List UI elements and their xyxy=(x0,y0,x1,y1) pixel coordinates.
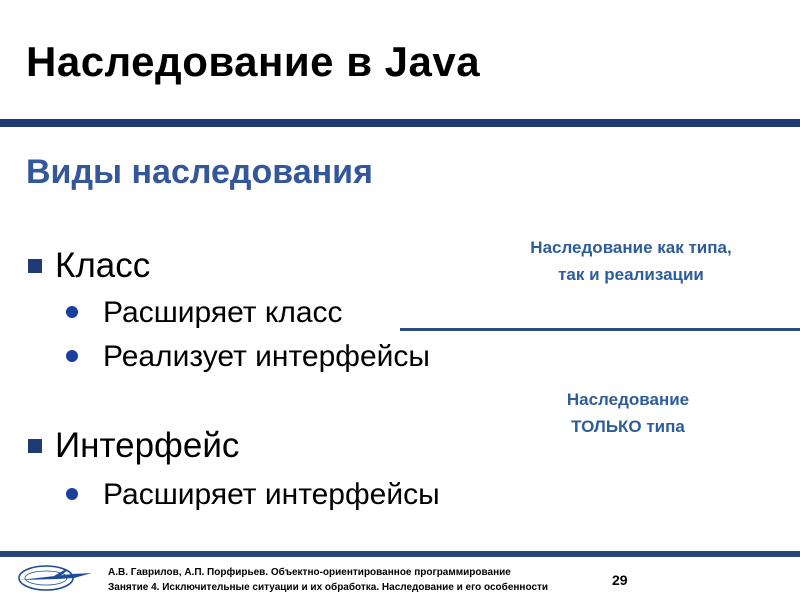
bullet-label: Класс xyxy=(55,246,151,285)
footer-lesson: Занятие 4. Исключительные ситуации и их обработка. Наследование и его особенности xyxy=(108,582,549,593)
sub-bullet-label: Реализует интерфейсы xyxy=(103,340,430,373)
note-line: ТОЛЬКО типа xyxy=(571,417,685,436)
sub-bullet-label: Расширяет класс xyxy=(103,296,343,329)
footer-divider xyxy=(0,551,800,557)
round-bullet-icon xyxy=(66,306,78,318)
square-bullet-icon xyxy=(28,439,42,453)
note-line: так и реализации xyxy=(558,265,704,284)
page-number: 29 xyxy=(612,572,628,588)
round-bullet-icon xyxy=(66,350,78,362)
note-type-and-implementation xyxy=(508,234,754,288)
title-divider xyxy=(0,119,800,127)
bullet-label: Интерфейс xyxy=(55,426,240,465)
section-divider xyxy=(400,328,800,331)
note-type-only xyxy=(540,386,716,440)
footer-authors: А.В. Гаврилов, А.П. Порфирьев. Объектно-ориентированное программирование xyxy=(108,567,511,578)
university-logo-icon xyxy=(14,563,98,593)
round-bullet-icon xyxy=(66,488,78,500)
note-line: Наследование xyxy=(566,390,690,409)
slide-title: Наследование в Java xyxy=(26,38,481,85)
sub-bullet-label: Расширяет интерфейсы xyxy=(103,478,440,511)
footer-credits xyxy=(108,565,548,595)
note-line: Наследование как типа, xyxy=(530,238,732,257)
slide-subtitle: Виды наследования xyxy=(26,153,373,191)
square-bullet-icon xyxy=(28,259,42,273)
